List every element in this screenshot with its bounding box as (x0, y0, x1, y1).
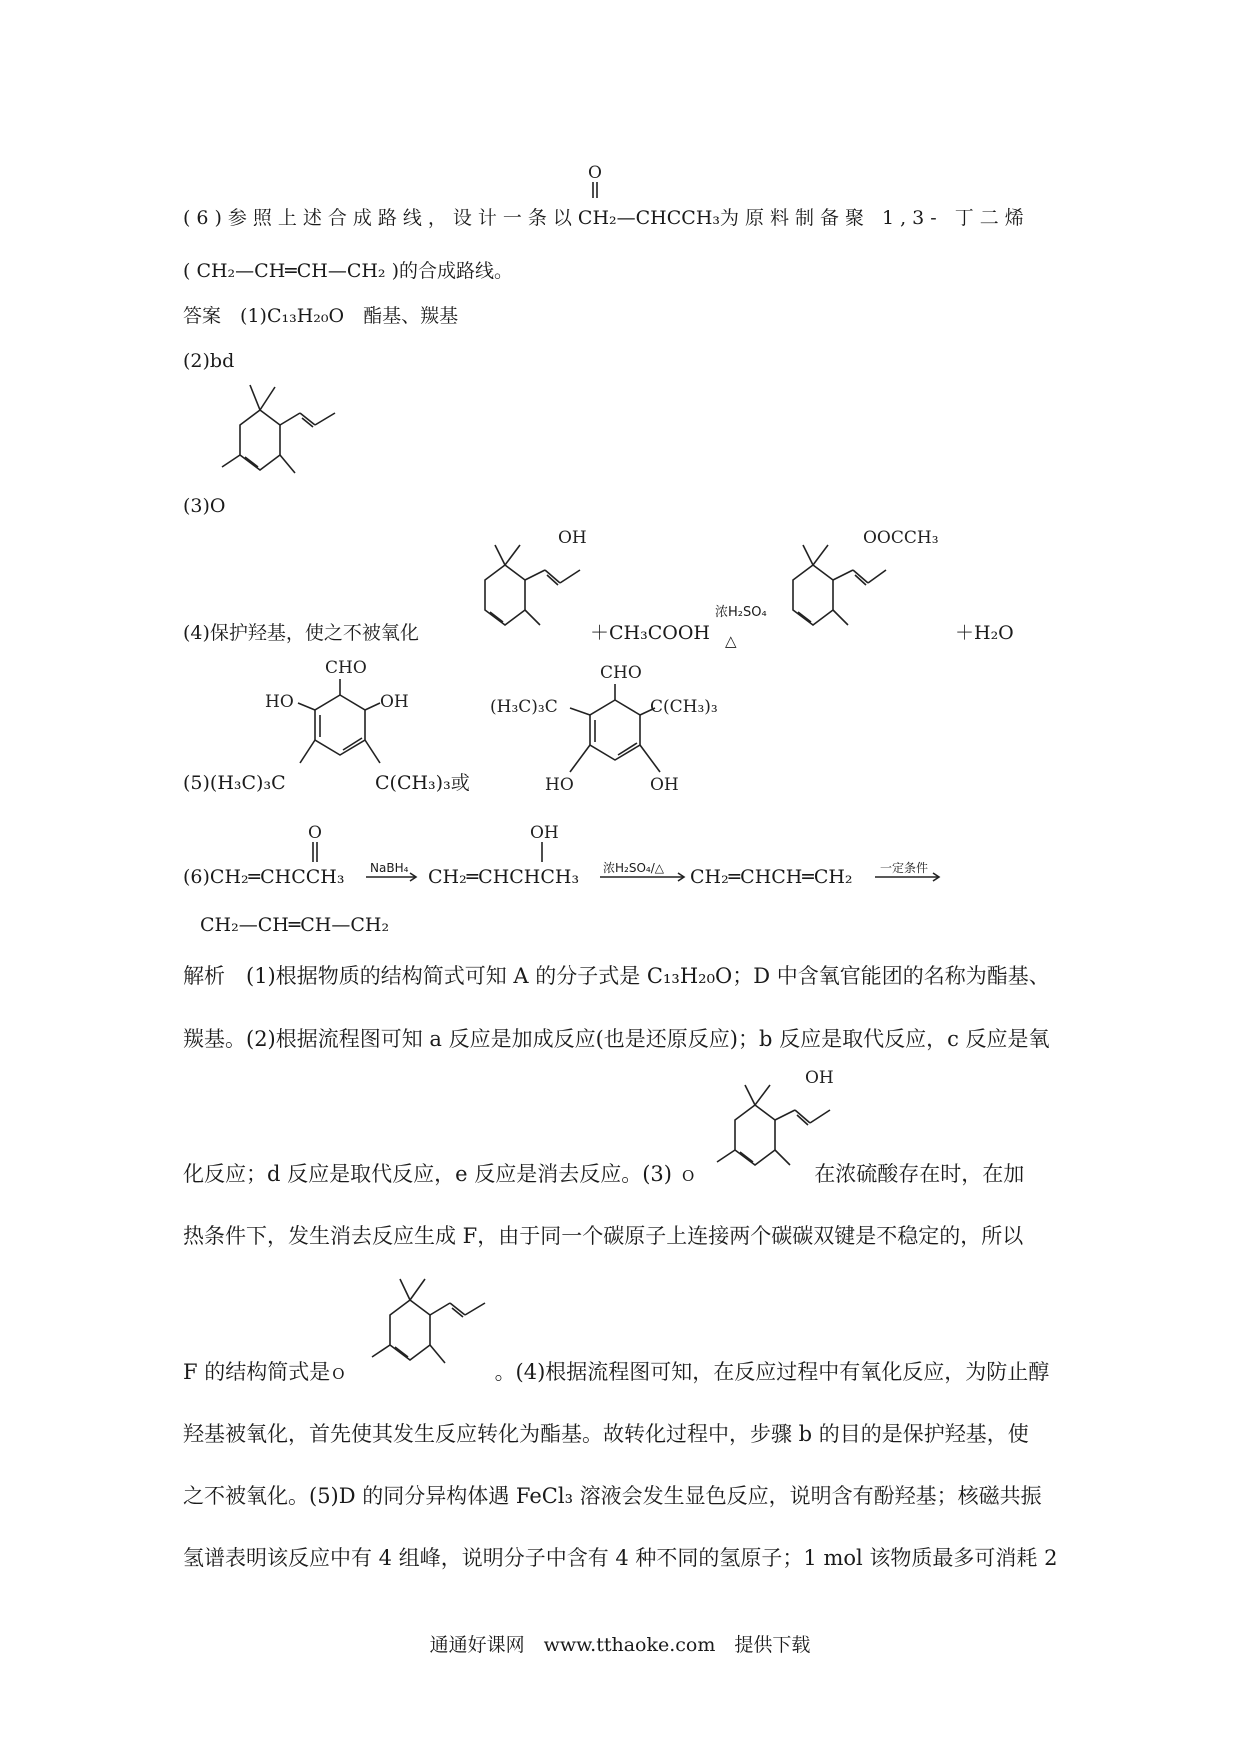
ester-structure (768, 525, 968, 650)
analysis-line-6: 羟基被氧化，首先使其发生反应转化为酯基。故转化过程中，步骤 b 的目的是保护羟基，使 (183, 1422, 1029, 1446)
analysis-line-7: 之不被氧化。(5)D 的同分异构体遇 FeCl₃ 溶液会发生显色反应，说明含有酚羟基；核磁共振 (183, 1484, 1042, 1508)
arrow-3 (875, 872, 945, 882)
footer-text: 通通好课网 www.tthaoke.com 提供下载 (429, 1634, 811, 1656)
svg-text:CHO: CHO (325, 658, 367, 678)
analysis-line-5: F 的结构简式是 O 。(4)根据流程图可知，在反应过程中有氧化反应，为防止醇 (183, 1360, 1050, 1384)
analysis-line-1: 解析 (1)根据物质的结构简式可知 A 的分子式是 C₁₃H₂₀O；D 中含氧官能团的名称为酯基、 (183, 964, 1050, 988)
route-step-2: CH₂═CHCHCH₃ (428, 866, 580, 888)
svg-text:OH: OH (530, 823, 559, 843)
answer-3-label: (3)O (183, 495, 226, 517)
svg-text:HO: HO (545, 775, 574, 795)
svg-text:OH: OH (650, 775, 679, 795)
route-product: CH₂—CH═CH—CH₂ (200, 914, 390, 936)
analysis-line-8: 氢谱表明该反应中有 4 组峰，说明分子中含有 4 种不同的氢原子；1 mol 该物质最多可消耗 2 (183, 1546, 1058, 1570)
analysis-line-3: 化反应；d 反应是取代反应，e 反应是消去反应。(3) O 在浓硫酸存在时，在加 (183, 1162, 1025, 1186)
condition-bottom: △ (725, 632, 737, 650)
alcohol-structure (470, 525, 600, 650)
answer-2: (2)bd (183, 350, 235, 372)
svg-text:OH: OH (805, 1068, 834, 1088)
answer-5-label: (5)(H₃C)₃C (183, 772, 286, 794)
reagent-h2so4: 浓H₂SO₄/△ (603, 861, 664, 875)
water: ＋H₂O (955, 622, 1014, 644)
route-hydroxyl (525, 820, 565, 865)
svg-text:C(CH₃)₃: C(CH₃)₃ (650, 697, 718, 717)
answer-4-label: (4)保护羟基，使之不被氧化 (183, 622, 419, 644)
condition-top: 浓H₂SO₄ (715, 605, 767, 620)
svg-text:O: O (588, 163, 602, 183)
question-6-text: (6)参照上述合成路线，设计一条以CH₂—CHCCH₃为原料制备聚 1,3- 丁二烯 (183, 207, 1030, 229)
reagent-condition: 一定条件 (880, 861, 929, 875)
svg-text:(H₃C)₃C: (H₃C)₃C (490, 697, 558, 717)
analysis-line-4: 热条件下，发生消去反应生成 F，由于同一个碳原子上连接两个碳碳双键是不稳定的，所以 (183, 1224, 1024, 1248)
route-step-1: (6)CH₂═CHCCH₃ (183, 866, 345, 888)
svg-text:OH: OH (380, 692, 409, 712)
svg-text:CHO: CHO (600, 663, 642, 683)
structure-f-diagram (200, 365, 340, 490)
analysis-line-2: 羰基。(2)根据流程图可知 a 反应是加成反应(也是还原反应)；b 反应是取代反应，c 反应是氧 (183, 1027, 1050, 1051)
isomer-2-structure (490, 660, 750, 810)
carbonyl-o-mark (580, 160, 620, 200)
route-step-3: CH₂═CHCH═CH₂ (690, 866, 853, 888)
acetic-acid: ＋CH₃COOH (590, 622, 710, 644)
arrow-2 (600, 872, 690, 882)
isomer-1-tbu: C(CH₃)₃或 (375, 772, 470, 794)
svg-text:OH: OH (558, 528, 587, 548)
arrow-1 (366, 872, 422, 882)
svg-text:O: O (308, 823, 322, 843)
route-carbonyl (300, 820, 330, 865)
answer-1: 答案 (1)C₁₃H₂₀O 酯基、羰基 (183, 305, 459, 327)
svg-text:OOCCH₃: OOCCH₃ (863, 528, 939, 548)
reagent-nabh4: NaBH₄ (370, 861, 409, 875)
polymer-text: ( CH₂—CH═CH—CH₂ )的合成路线。 (183, 260, 514, 282)
svg-text:HO: HO (265, 692, 294, 712)
